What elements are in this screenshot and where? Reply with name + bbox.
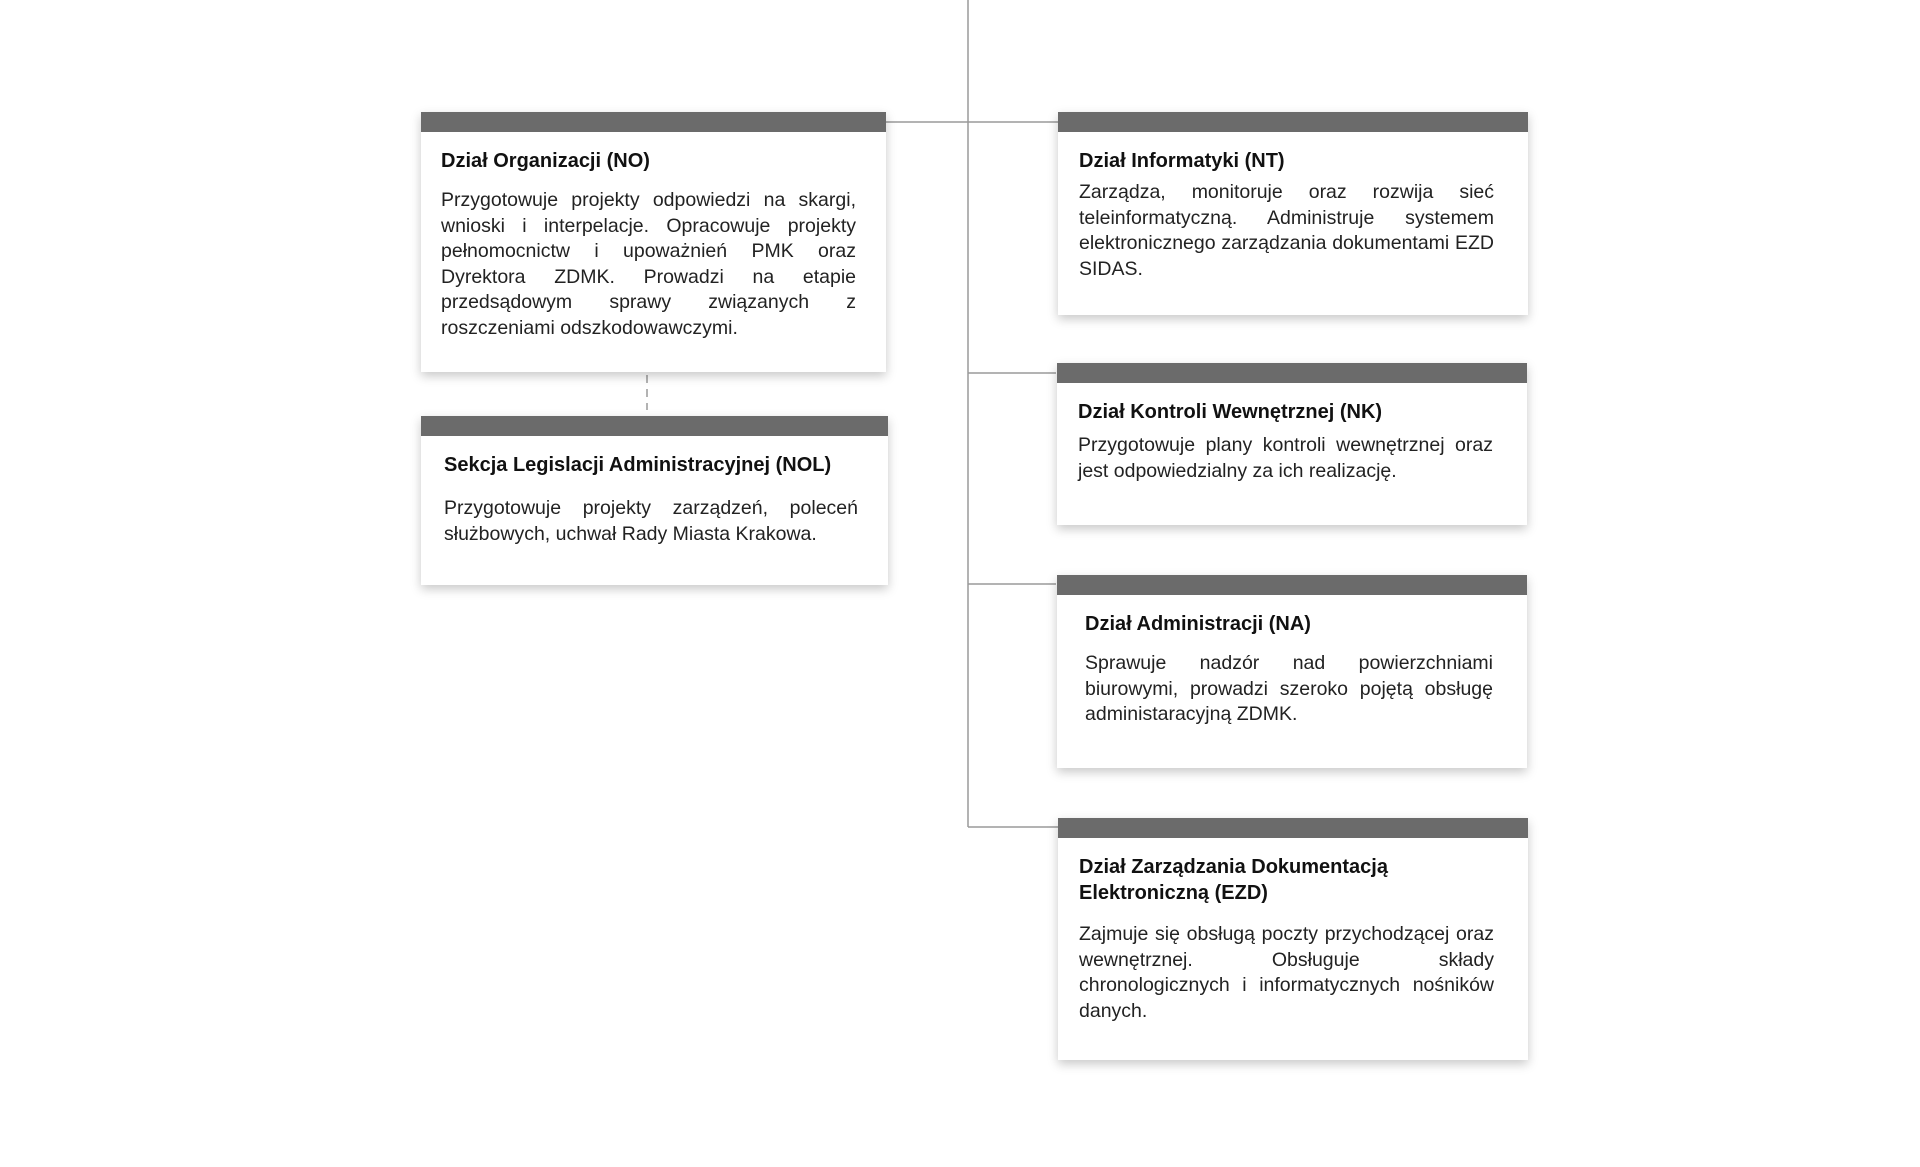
card-header-bar [1058, 818, 1528, 838]
unit-title: Dział Informatyki (NT) [1079, 150, 1285, 172]
unit-description: Sprawuje nadzór nad powierzchniami biurowymi, prowadzi szeroko pojętą obsługę administaracyjną ZDMK. [1085, 652, 1493, 725]
unit-title: Dział Administracji (NA) [1085, 613, 1311, 635]
unit-card-nt [1058, 112, 1528, 315]
unit-title: Sekcja Legislacji Administracyjnej (NOL) [444, 454, 832, 476]
card-header-bar [421, 416, 888, 436]
card-header-bar [1057, 363, 1527, 383]
unit-card-ezd [1058, 818, 1528, 1060]
card-header-bar [421, 112, 886, 132]
unit-description: Przygotowuje plany kontroli wewnętrznej oraz jest odpowiedzialny za ich realizację. [1078, 434, 1493, 482]
unit-card-no [421, 112, 886, 372]
unit-title: Dział Organizacji (NO) [441, 150, 650, 172]
unit-description: Przygotowuje projekty odpowiedzi na skargi, wnioski i interpelacje. Opracowuje projekty pełnomocnictw i upoważnień PMK oraz Dyrektora ZDMK. Prowadzi na etapie przedsądowym sprawy związanych z roszczeniami odszkodowawczymi. [441, 189, 856, 339]
unit-description: Zajmuje się obsługą poczty przychodzącej oraz wewnętrznej. Obsługuje składy chronologicznych i informatycznych nośników danych. [1079, 923, 1494, 1022]
unit-description: Zarządza, monitoruje oraz rozwija sieć teleinformatyczną. Administruje systemem elektronicznego zarządzania dokumentami EZD SIDAS. [1079, 181, 1494, 280]
unit-card-nol [421, 416, 888, 585]
unit-card-nk [1057, 363, 1527, 525]
unit-description: Przygotowuje projekty zarządzeń, poleceń służbowych, uchwał Rady Miasta Krakowa. [444, 497, 858, 545]
unit-title: Dział Kontroli Wewnętrznej (NK) [1078, 401, 1383, 423]
card-header-bar [1058, 112, 1528, 132]
card-header-bar [1057, 575, 1527, 595]
unit-card-na [1057, 575, 1527, 768]
unit-title: Dział Zarządzania Dokumentacją Elektroniczną (EZD) [1079, 856, 1388, 904]
